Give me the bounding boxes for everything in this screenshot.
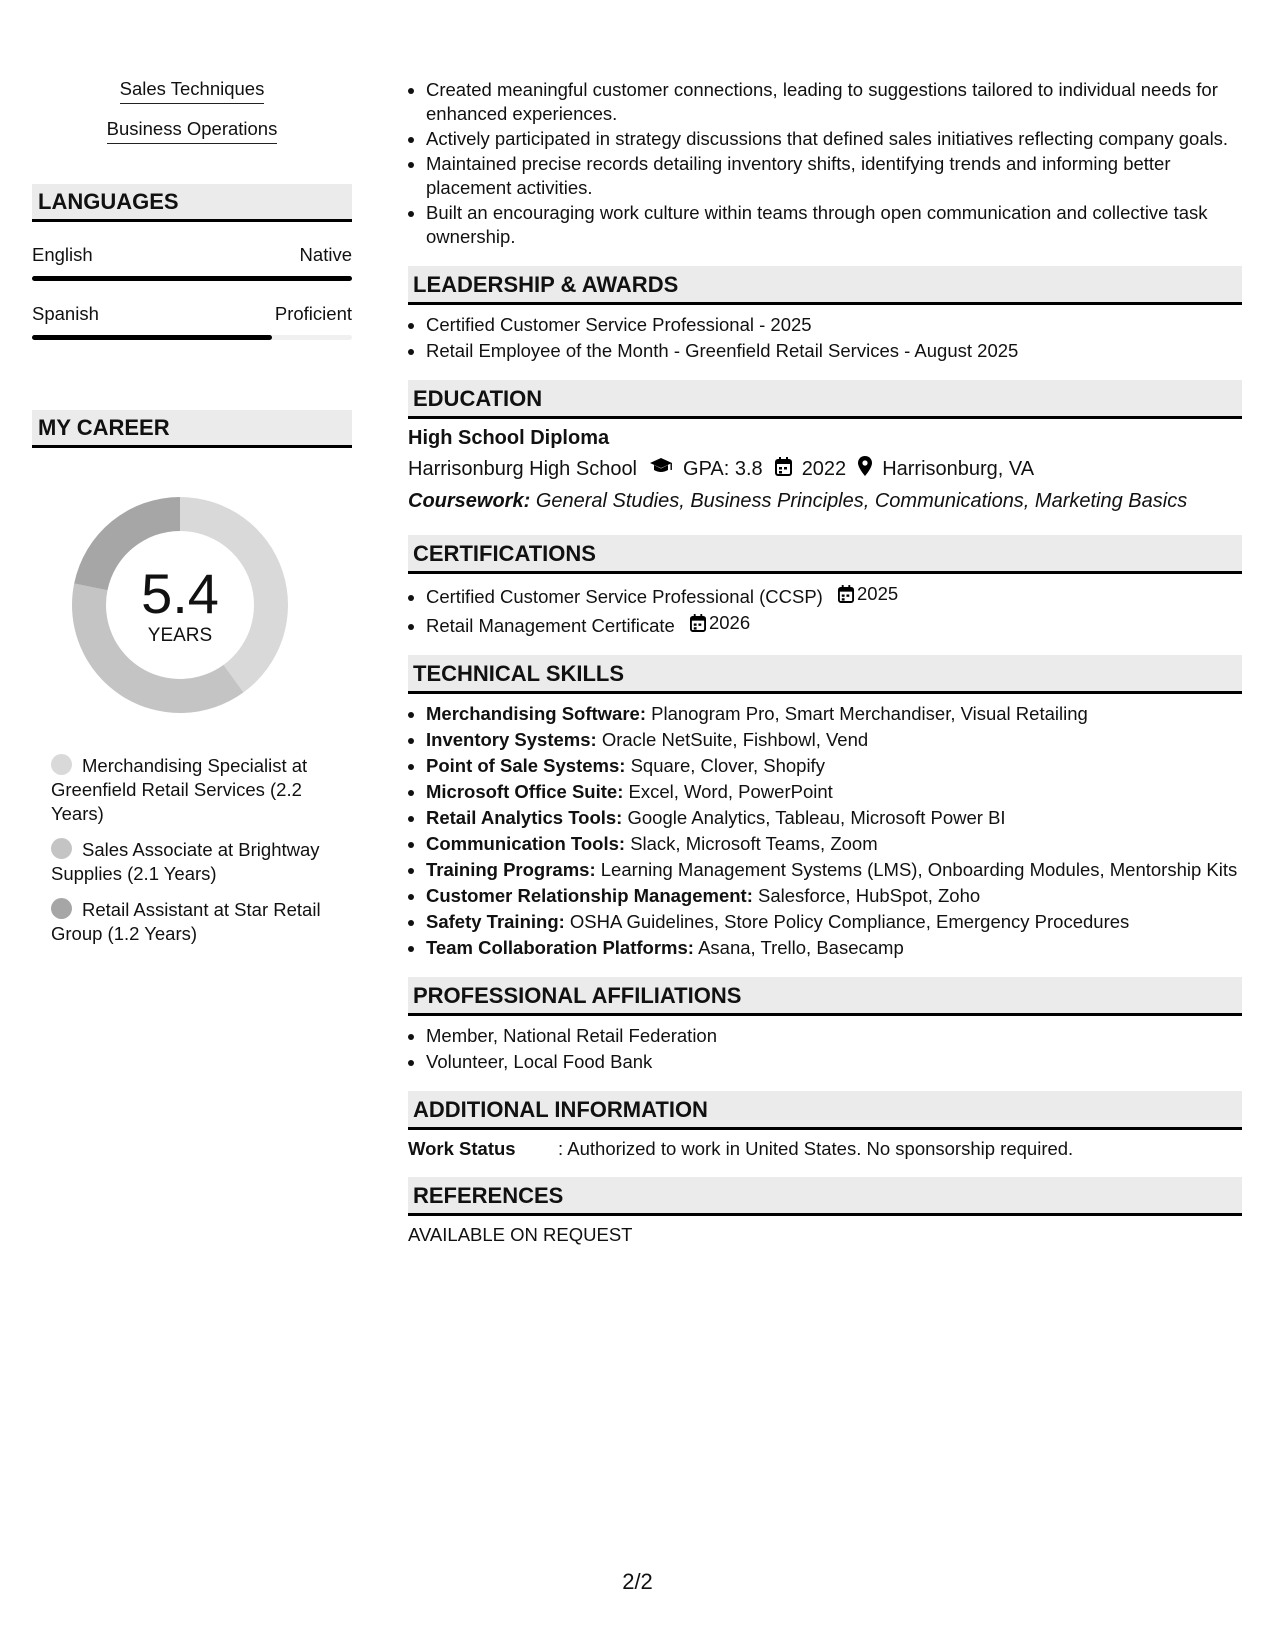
education-header: EDUCATION [408, 380, 1242, 419]
technical-skills-list [408, 702, 1242, 960]
technical-skill-item [426, 702, 1242, 726]
technical-skill-item [426, 832, 1242, 856]
leadership-item: • Retail Employee of the Month - Greenfield Retail Services - August 2025 [426, 339, 1242, 363]
experience-bullet: • Maintained precise records detailing inventory shifts, identifying trends and informing better placement activities. [426, 152, 1242, 200]
graduation-cap-icon [649, 457, 673, 481]
career-donut [65, 490, 295, 720]
technical-skill-label: Safety Training: [426, 911, 565, 932]
career-header: MY CAREER [32, 410, 352, 448]
page-number: 2/2 [622, 1569, 653, 1594]
leadership-header: LEADERSHIP & AWARDS [408, 266, 1242, 305]
technical-skill-label: Training Programs: [426, 859, 596, 880]
career-dot [51, 898, 72, 919]
technical-skills-header: TECHNICAL SKILLS [408, 655, 1242, 694]
map-pin-icon [858, 456, 872, 482]
certification-name: Certified Customer Service Professional (CCSP) [426, 586, 823, 607]
technical-skill-label: Team Collaboration Platforms: [426, 937, 694, 958]
work-status-row [408, 1138, 1242, 1160]
career-label: Retail Assistant at Star Retail Group (1.2 Years) [51, 899, 321, 945]
experience-bullet: • Created meaningful customer connections, leading to suggestions tailored to individual needs for enhanced experiences. [426, 78, 1242, 126]
experience-bullet: • Built an encouraging work culture within teams through open communication and collective task ownership. [426, 201, 1242, 249]
skill-tag: Sales Techniques [120, 78, 265, 104]
career-list [32, 754, 352, 946]
certification-year: 2025 [857, 583, 899, 604]
language-level: Native [299, 244, 352, 266]
technical-skill-label: Retail Analytics Tools: [426, 807, 623, 828]
references-text: AVAILABLE ON REQUEST [408, 1224, 633, 1245]
technical-skill-value: Salesforce, HubSpot, Zoho [758, 885, 981, 906]
technical-skill-item [426, 728, 1242, 752]
education-year: 2022 [801, 457, 847, 480]
certification-name: Retail Management Certificate [426, 615, 675, 636]
main-content [408, 78, 1242, 1246]
certification-item [426, 582, 1242, 609]
technical-skill-value: Google Analytics, Tableau, Microsoft Power BI [627, 807, 1006, 828]
technical-skill-label: Point of Sale Systems: [426, 755, 626, 776]
work-status-label: Work Status [408, 1138, 516, 1159]
coursework-value: General Studies, Business Principles, Communications, Marketing Basics [535, 490, 1188, 512]
career-dot [51, 754, 72, 775]
calendar-icon [690, 614, 706, 632]
career-item [51, 754, 352, 826]
references-header: REFERENCES [408, 1177, 1242, 1216]
education-degree: High School Diploma [408, 427, 610, 449]
language-name: Spanish [32, 303, 99, 325]
career-item [51, 898, 352, 946]
education-details [408, 456, 1242, 482]
coursework-label: Coursework: [408, 490, 531, 512]
career-donut-center [65, 490, 295, 720]
career-total: 5.4 [141, 562, 219, 626]
technical-skill-label: Communication Tools: [426, 833, 626, 854]
technical-skill-item [426, 754, 1242, 778]
calendar-icon [838, 585, 854, 603]
technical-skill-value: Learning Management Systems (LMS), Onboarding Modules, Mentorship Kits [600, 859, 1238, 880]
language-level: Proficient [274, 303, 352, 325]
skill-tag: Business Operations [107, 118, 278, 144]
technical-skill-label: Inventory Systems: [426, 729, 597, 750]
language-bar-fill [32, 276, 352, 281]
affiliations-header: PROFESSIONAL AFFILIATIONS [408, 977, 1242, 1016]
affiliations-list [408, 1024, 1242, 1074]
experience-bullet: • Actively participated in strategy discussions that defined sales initiatives reflecting company goals. [426, 127, 1242, 151]
additional-info-header: ADDITIONAL INFORMATION [408, 1091, 1242, 1130]
technical-skill-item [426, 884, 1242, 908]
certification-item [426, 611, 1242, 638]
certification-year: 2026 [708, 612, 751, 633]
education-school: Harrisonburg High School [408, 457, 638, 480]
technical-skill-value: OSHA Guidelines, Store Policy Compliance, Emergency Procedures [569, 911, 1130, 932]
language-bar-fill [32, 335, 272, 340]
technical-skill-label: Merchandising Software: [426, 703, 646, 724]
sidebar [32, 78, 352, 958]
technical-skill-value: Asana, Trello, Basecamp [698, 937, 904, 958]
language-bar [32, 335, 352, 340]
language-spanish [32, 303, 352, 340]
language-bar [32, 276, 352, 281]
career-unit: YEARS [147, 625, 213, 647]
technical-skill-label: Microsoft Office Suite: [426, 781, 624, 802]
affiliation-item: • Volunteer, Local Food Bank [426, 1050, 1242, 1074]
education-gpa: GPA: 3.8 [683, 457, 763, 480]
technical-skill-item [426, 806, 1242, 830]
affiliation-item: • Member, National Retail Federation [426, 1024, 1242, 1048]
work-status-value: : Authorized to work in United States. No sponsorship required. [558, 1138, 1074, 1159]
languages-header: LANGUAGES [32, 184, 352, 222]
certifications-header: CERTIFICATIONS [408, 535, 1242, 574]
education-coursework [408, 490, 1242, 513]
technical-skill-value: Planogram Pro, Smart Merchandiser, Visual Retailing [651, 703, 1088, 724]
technical-skill-item [426, 910, 1242, 934]
language-english [32, 244, 352, 281]
certifications-list [408, 582, 1242, 638]
technical-skill-value: Excel, Word, PowerPoint [628, 781, 833, 802]
technical-skill-item [426, 780, 1242, 804]
education-location: Harrisonburg, VA [882, 457, 1035, 480]
technical-skill-value: Oracle NetSuite, Fishbowl, Vend [601, 729, 869, 750]
leadership-list [408, 313, 1242, 363]
experience-bullets [408, 78, 1242, 249]
language-name: English [32, 244, 93, 266]
education-entry [408, 427, 1242, 513]
career-dot [51, 838, 72, 859]
technical-skill-item [426, 858, 1242, 882]
career-item [51, 838, 352, 886]
skill-tags [32, 78, 352, 144]
technical-skill-value: Square, Clover, Shopify [630, 755, 825, 776]
technical-skill-label: Customer Relationship Management: [426, 885, 753, 906]
career-label: Merchandising Specialist at Greenfield Retail Services (2.2 Years) [51, 755, 308, 825]
technical-skill-item [426, 936, 1242, 960]
calendar-icon [775, 457, 792, 482]
career-label: Sales Associate at Brightway Supplies (2.1 Years) [51, 839, 320, 885]
technical-skill-value: Slack, Microsoft Teams, Zoom [630, 833, 878, 854]
leadership-item: • Certified Customer Service Professional - 2025 [426, 313, 1242, 337]
